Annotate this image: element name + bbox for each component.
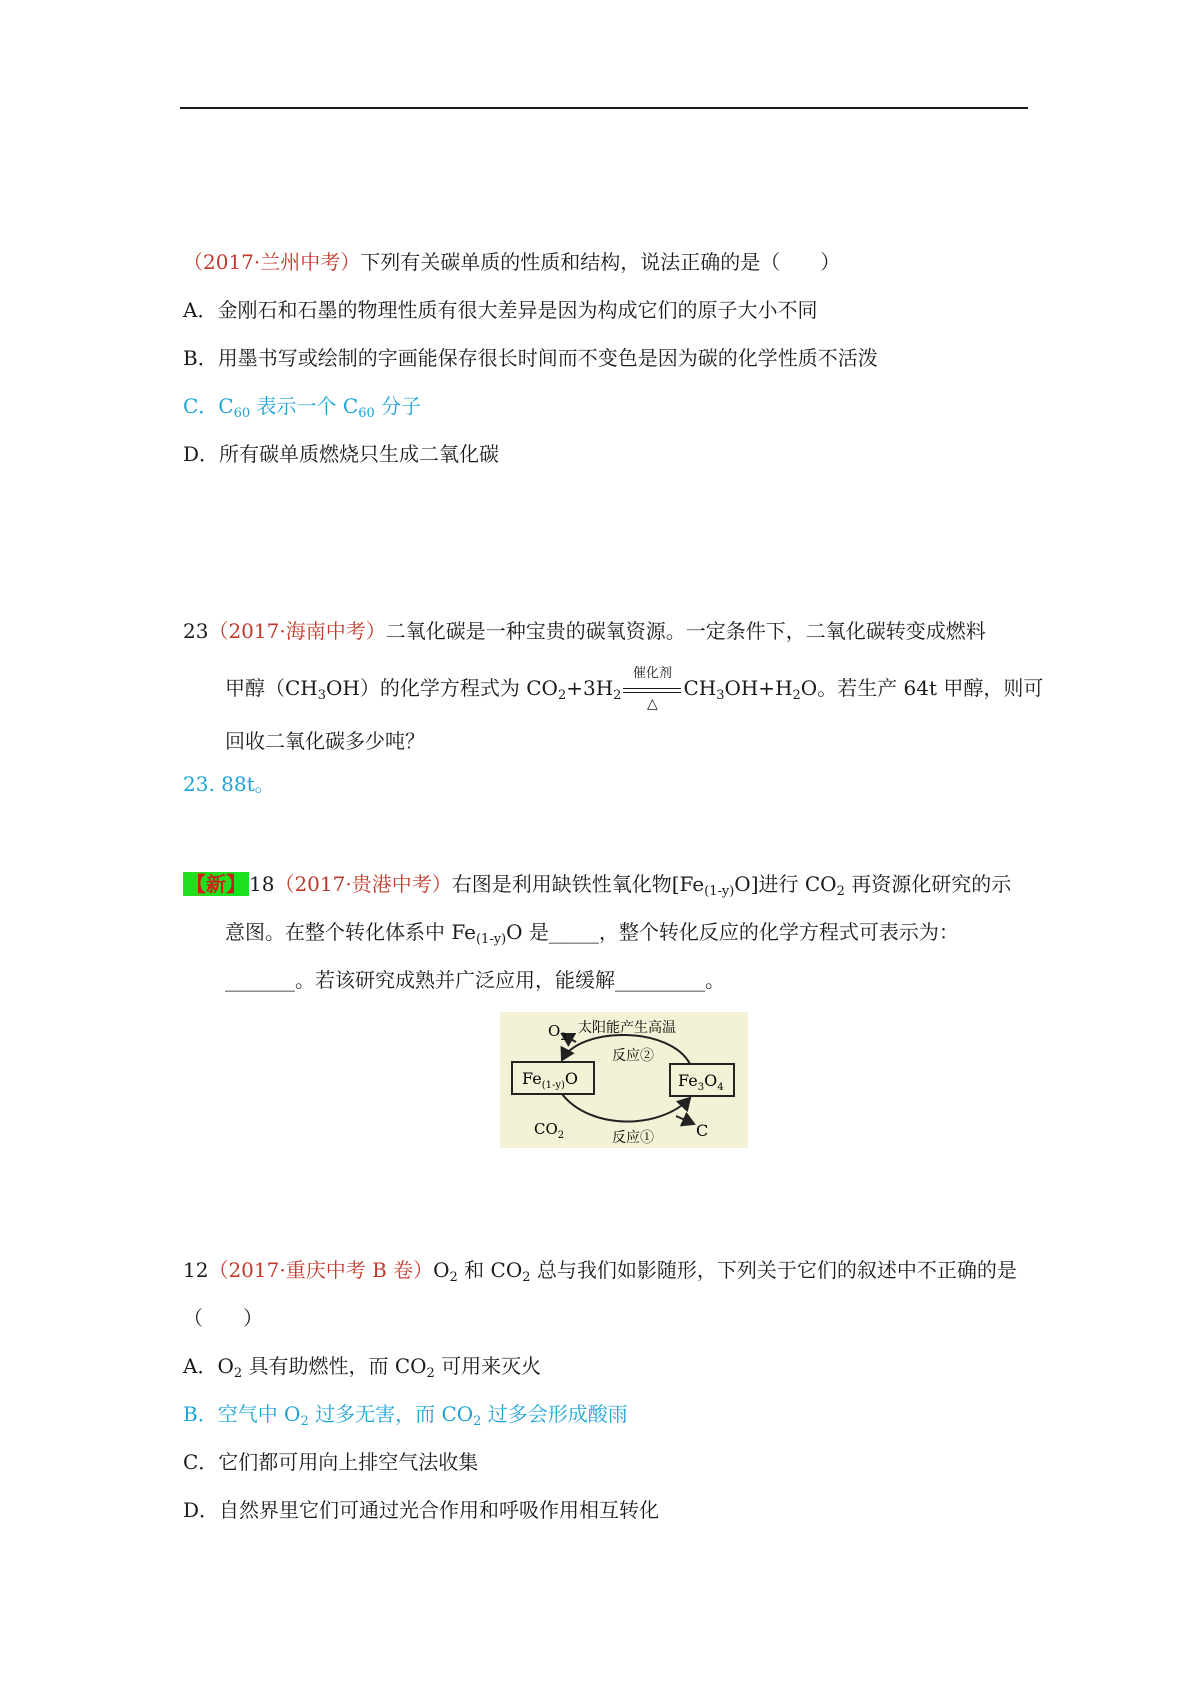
source-tag: （2017·重庆中考 B 卷）: [208, 1258, 434, 1282]
question-lanzhou-stem: [183, 248, 840, 276]
option-b-correct: B．空气中 $O_2$ 过多无害，而 $CO_2$ 过多会形成酸雨: [183, 1402, 628, 1429]
source-tag: （2017·贵港中考）: [274, 872, 452, 896]
question-23-line3: 回收二氧化碳多少吨？: [225, 729, 425, 753]
option-c: C．它们都可用向上排空气法收集: [183, 1450, 479, 1474]
source-tag: （2017·兰州中考）: [183, 250, 361, 274]
arrow-reaction-1: [562, 1094, 690, 1122]
question-23-line1: 23（2017·海南中考）二氧化碳是一种宝贵的碳氧资源。一定条件下，二氧化碳转变成燃料: [183, 619, 986, 643]
question-12-line1: 12（2017·重庆中考 B 卷）$O_2$ 和 $CO_2$ 总与我们如影随形，下列关于它们的叙述中不正确的是: [183, 1258, 1017, 1285]
question-number: 12: [183, 1258, 209, 1282]
reaction-cycle-diagram: [500, 1012, 748, 1148]
option-a: A．$O_2$ 具有助燃性，而 $CO_2$ 可用来灭火: [183, 1354, 542, 1381]
solar-label: 太阳能产生高温: [578, 1020, 676, 1036]
arrow-c: [676, 1116, 694, 1124]
catalyst-label: 催化剂: [632, 665, 672, 681]
question-23-line2: 甲醇$(CH_3OH)$的化学方程式为 $CO_2+3H_2$ 催化剂 △ $CH_3OH+H_2O$。若生产 64t 甲醇，则可: [225, 674, 1043, 704]
option-c-correct: C．$C_{60}$ 表示一个 $C_{60}$ 分子: [183, 394, 422, 421]
o2-label: $O_2$: [548, 1022, 567, 1043]
source-tag: （2017·海南中考）: [208, 619, 386, 643]
option-b: B．用墨书写或绘制的字画能保存很长时间而不变色是因为碳的化学性质不活泼: [183, 346, 878, 370]
question-18-line3: _______。若该研究成熟并广泛应用，能缓解_________。: [225, 968, 725, 992]
co2-label: $CO_2$: [534, 1120, 565, 1141]
question-number: 23: [183, 619, 209, 643]
question-number: 18: [249, 872, 275, 896]
question-12-paren: （ ）: [183, 1306, 263, 1330]
option-a: A．金刚石和石墨的物理性质有很大差异是因为构成它们的原子大小不同: [183, 298, 818, 322]
question-text: 下列有关碳单质的性质和结构，说法正确的是（ ）: [360, 250, 841, 274]
fe3o4-label: $Fe_3O_4$: [678, 1071, 724, 1093]
question-18-line2: 意图。在整个转化体系中 $Fe_{(1-y)}O$ 是_____，整个转化反应的化学方程式可表示为：: [225, 920, 959, 947]
fe-1-y-o-label: $Fe_{(1-y)}O$: [522, 1069, 579, 1091]
question-18-line1: 【新】 18（2017·贵港中考）右图是利用缺铁性氧化物$[Fe_{(1-y)}O]$进行 $CO_2$ 再资源化研究的示: [183, 870, 1011, 898]
reaction-arrow: [621, 665, 683, 712]
reaction-2-label: 反应②: [612, 1048, 654, 1064]
answer-23: 23. 88t。: [183, 772, 275, 796]
heat-symbol: △: [647, 695, 658, 712]
reaction-1-label: 反应①: [612, 1130, 654, 1146]
option-d: D．所有碳单质燃烧只生成二氧化碳: [183, 442, 500, 466]
option-d: D．自然界里它们可通过光合作用和呼吸作用相互转化: [183, 1498, 660, 1522]
header-rule: [180, 107, 1028, 109]
c-label: C: [696, 1121, 709, 1140]
new-badge: 【新】: [183, 872, 249, 896]
